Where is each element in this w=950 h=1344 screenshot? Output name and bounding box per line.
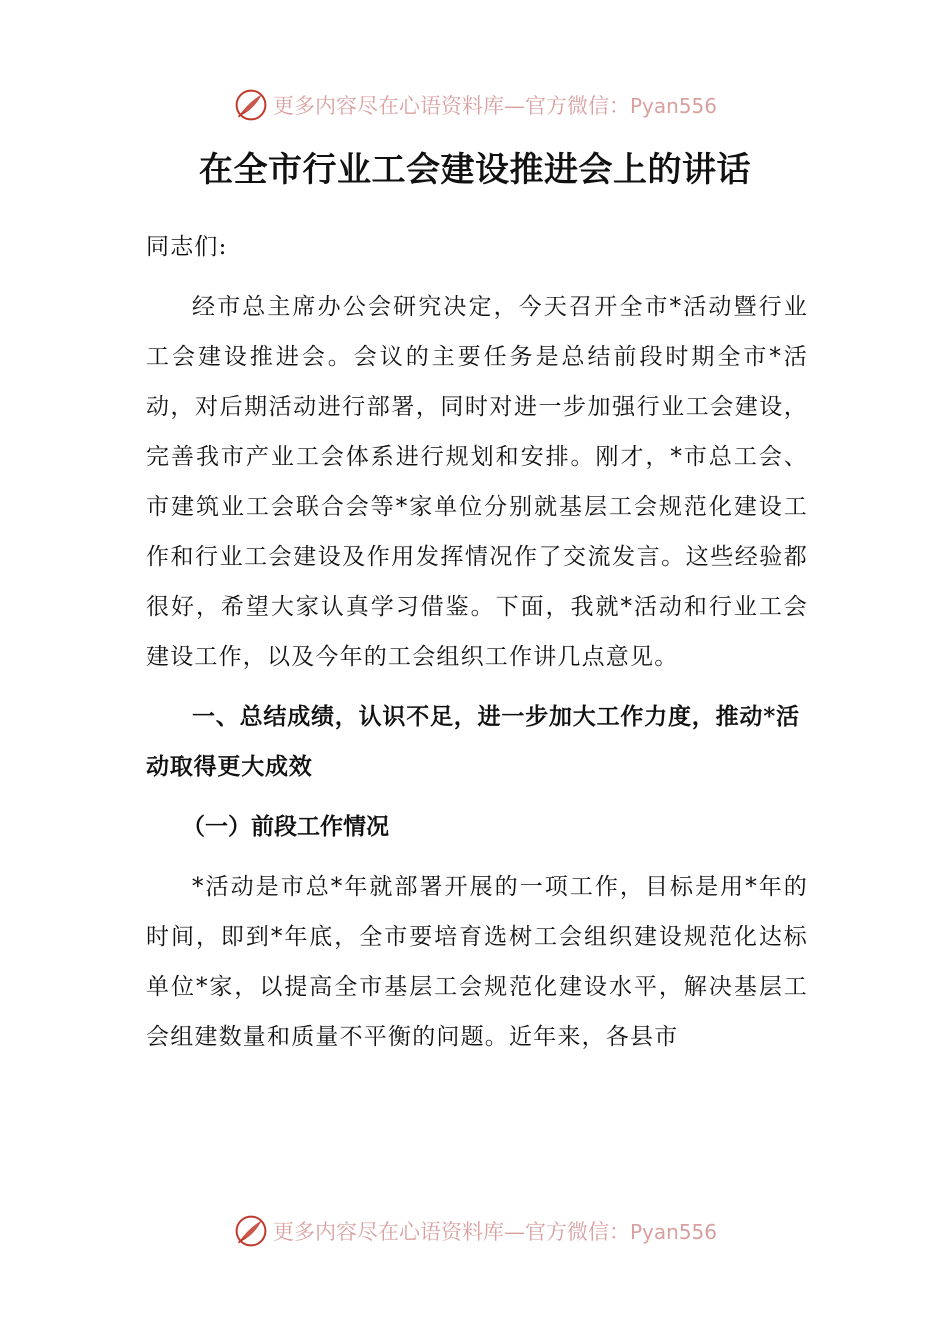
watermark-text: 更多内容尽在心语资料库—官方微信：Pyan556 — [272, 1220, 717, 1244]
paragraph-intro: 经市总主席办公会研究决定，今天召开全市*活动暨行业工会建设推进会。会议的主要任务是总结前段时期全市*活动，对后期活动进行部署，同时对进一步加强行业工会建设，完善我市产业工会体系进行规划和安排。刚才，*市总工会、市建筑业工会联合会等*家单位分别就基层工会规范化建设工作和行业工会建设及作用发挥情况作了交流发言。这些经验都很好，希望大家认真学习借鉴。下面，我就*活动和行业工会建设工作，以及今年的工会组织工作讲几点意见。 — [146, 294, 808, 670]
feather-pen-logo-icon — [233, 87, 269, 123]
watermark-footer — [0, 1211, 950, 1251]
watermark-text: 更多内容尽在心语资料库—官方微信：Pyan556 — [272, 94, 717, 118]
section-heading-1: 一、总结成绩，认识不足，进一步加大工作力度，推动*活动取得更大成效 — [146, 703, 800, 780]
document-title: 在全市行业工会建设推进会上的讲话 — [199, 150, 751, 190]
salutation: 同志们: — [146, 234, 228, 260]
watermark-header — [0, 85, 950, 125]
feather-pen-logo-icon — [233, 1213, 269, 1249]
paragraph-work-status: *活动是市总*年就部署开展的一项工作，目标是用*年的时间，即到*年底，全市要培育选树工会组织建设规范化达标单位*家，以提高全市基层工会规范化建设水平，解决基层工会组建数量和质量不平衡的问题。近年来，各县市 — [146, 874, 808, 1050]
document-body — [146, 222, 808, 1062]
subsection-heading-1-1: （一）前段工作情况 — [182, 813, 389, 840]
